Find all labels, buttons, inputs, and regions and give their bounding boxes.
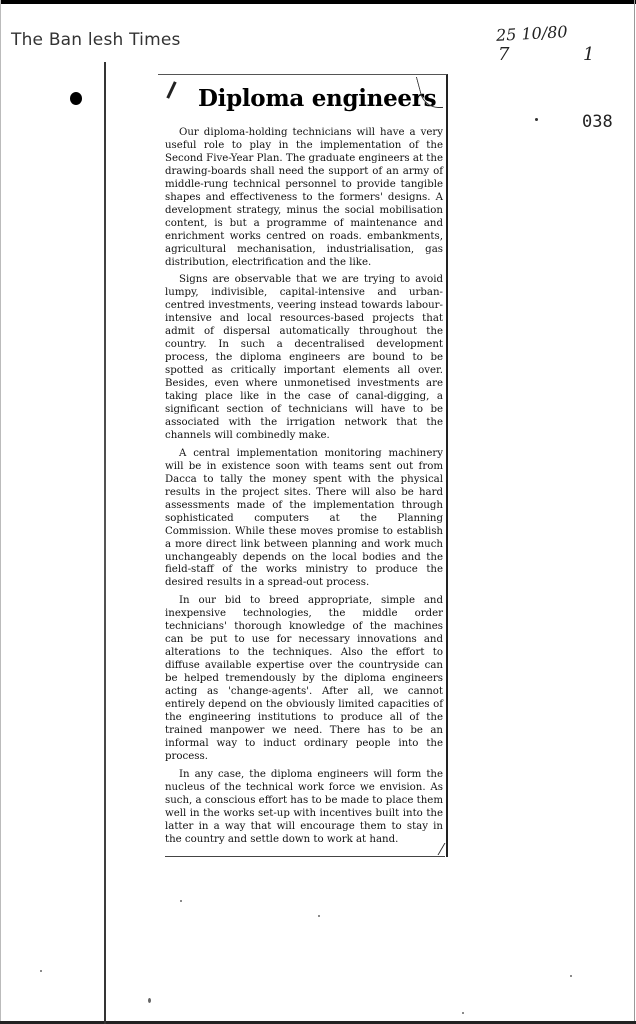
handwritten-reference xyxy=(498,44,595,65)
ink-speck xyxy=(570,975,572,977)
ink-speck xyxy=(148,998,151,1003)
pen-mark-icon xyxy=(166,81,176,99)
ink-speck xyxy=(462,1012,464,1014)
handwritten-date: 25 10/80 xyxy=(495,22,569,45)
article-paragraph: A central implementation monitoring machinery will be in existence soon with teams sent out from Dacca to tally the money spent with the physical results in the project sites. There will also be hard assessments made of the implementation through sophisticated computers at the Planning Commission. While these moves promise to establish a more direct link between planning and work much unchangeably depends on the local bodies and the field-staff of the works ministry to produce the desired results in a spread-out process. xyxy=(165,447,443,589)
handwritten-ref-number: 7 xyxy=(498,44,510,65)
punch-hole-dot xyxy=(70,92,82,105)
article-body xyxy=(165,127,443,846)
ink-speck xyxy=(318,915,320,917)
ink-speck xyxy=(40,970,42,972)
article-clipping xyxy=(158,74,448,857)
article-paragraph: Our diploma-holding technicians will have a very useful role to play in the implementation of the Second Five-Year Plan. The graduate engineers at the drawing-boards shall need the support of an army of middle-rung technical personnel to provide tangible shapes and effectiveness to the formers' designs. A development strategy, minus the social mobilisation content, is but a programme of maintenance and enrichment works centred on roads. embankments, agricultural mechanisation, industrialisation, gas distribution, electrification and the like. xyxy=(165,127,443,268)
scan-right-edge xyxy=(634,0,635,1024)
ink-speck xyxy=(180,900,182,902)
article-headline: Diploma engineers xyxy=(198,85,437,112)
newspaper-masthead: The Ban lesh Times xyxy=(11,30,181,50)
scan-top-border xyxy=(0,0,636,4)
column-rule xyxy=(104,62,106,1024)
article-end-rule xyxy=(165,856,445,857)
scan-left-edge xyxy=(0,0,1,1024)
article-paragraph: In our bid to breed appropriate, simple and inexpensive technologies, the middle order technicians' thorough knowledge of the machines can be put to use for necessary innovations and alterations to the techniques. Also the effort to diffuse available expertise over the countryside can be helped tremendously by the diploma engineers acting as 'change-agents'. After all, we cannot entirely depend on the obviously limited capacities of the engineering institutions to produce all of the trained manpower we need. There has to be an informal way to induct ordinary people into the process. xyxy=(165,595,443,762)
handwritten-ref-mark: 1 xyxy=(583,44,595,65)
article-paragraph: In any case, the diploma engineers will form the nucleus of the technical work force we envision. As such, a conscious effort has to be made to place them well in the works set-up with incentives built into the latter in a way that will encourage them to stay in the country and settle down to work at hand. xyxy=(165,768,443,845)
page-number: 038 xyxy=(582,112,613,132)
ink-speck xyxy=(535,118,538,121)
article-paragraph: Signs are observable that we are trying to avoid lumpy, indivisible, capital-intensive and urban-centred investments, veering instead towards labour-intensive and local resources-based projects that admit of dispersal automatically throughout the country. In such a decentralised development process, the diploma engineers are bound to be spotted as critically important elements all over. Besides, even where unmonetised investments are taking place like in the case of canal-digging, a significant section of technicians will have to be associated with the irrigation network that the channels will combinedly make. xyxy=(165,274,443,441)
